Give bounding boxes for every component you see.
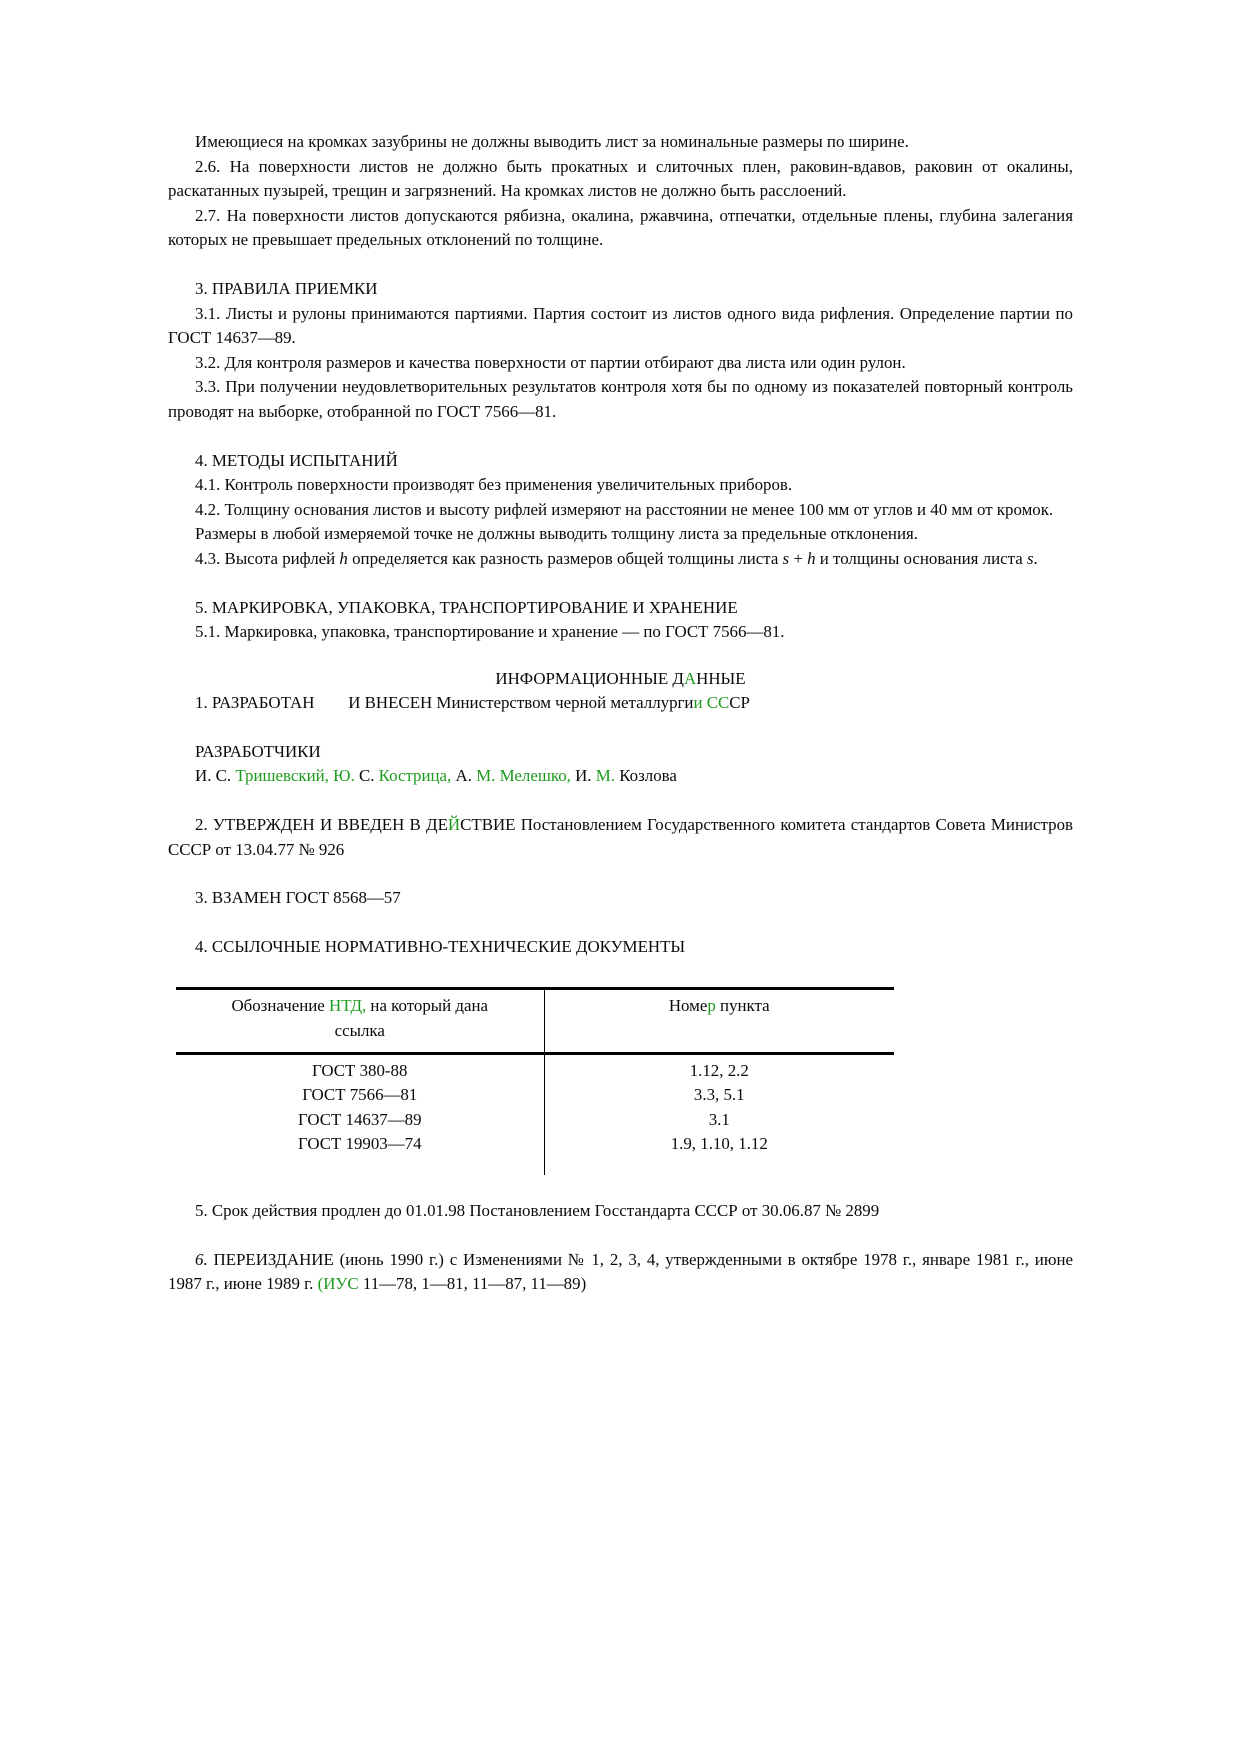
green-text-run: М. [595, 766, 615, 786]
text-run: ННЫЕ [696, 668, 746, 688]
text-run: пункта [715, 996, 770, 1016]
text-run: ИНФОРМАЦИОННЫЕ Д [495, 668, 684, 688]
text-run: 3.3. При получении неудовлетворительных результатов контроля хотя бы по одному из показателей повторный контроль проводят на выборке, отобранной по ГОСТ 7566—81. [168, 377, 1073, 421]
text-run: Номе [668, 996, 708, 1016]
col-header-clause [544, 989, 894, 1053]
table-header-row [176, 989, 894, 1053]
text-run: Козлова [615, 766, 677, 786]
heading-section-4 [168, 449, 1073, 474]
text-run: С. [354, 766, 379, 786]
text-run: 3. ВЗАМЕН ГОСТ 8568—57 [195, 888, 401, 908]
reference-table [176, 987, 894, 1175]
italic-text-run: h [807, 548, 816, 568]
text-run: 3.1. Листы и рулоны принимаются партиями. Партия состоит из листов одного вида рифления. Определение партии по ГОСТ 14637—89. [168, 303, 1073, 348]
green-text-run: (ИУС [317, 1274, 359, 1294]
text-run: СТВИЕ Постановлением Государственного комитета стандартов Совета Министров СССР от 13.04.77 № 926 [168, 815, 1073, 859]
para-4-3 [168, 547, 1073, 572]
col-header-designation [176, 989, 544, 1053]
text-run: Обозначение [231, 996, 329, 1016]
text-run: 2.6. На поверхности листов не должно быть прокатных и слиточных плен, раковин-вдавов, раковин от окалины, раскатанных пузырей, трещин и загрязнений. На кромках листов не должно быть расслоений. [168, 156, 1073, 201]
heading-section-3 [168, 277, 1073, 302]
green-text-run: А [683, 668, 697, 688]
text-run: 1. РАЗРАБОТАН И ВНЕСЕН Министерством черной металлурги [195, 693, 694, 713]
green-text-run: и СС [693, 693, 730, 713]
para-developed-by [168, 691, 1073, 716]
text-run: на который дана ссылка [334, 996, 489, 1041]
para-approved [168, 813, 1073, 862]
italic-text-run: s [1026, 548, 1034, 568]
text-run: 4. ССЫЛОЧНЫЕ НОРМАТИВНО-ТЕХНИЧЕСКИЕ ДОКУМЕНТЫ [195, 936, 686, 956]
text-run: 5.1. Маркировка, упаковка, транспортирование и хранение — по ГОСТ 7566—81. [195, 622, 785, 642]
para-3-2 [168, 351, 1073, 376]
cell-clause-numbers: 1.12, 2.2 [689, 1060, 749, 1080]
para-reference-docs-heading [168, 935, 1073, 960]
table-row [176, 1108, 894, 1133]
cell-gost-reference: ГОСТ 14637—89 [176, 1108, 544, 1133]
text-run: 4.3. Высота рифлей [195, 548, 340, 568]
green-text-run: НТД, [329, 996, 367, 1016]
cell-clause-numbers: 1.9, 1.10, 1.12 [670, 1134, 768, 1154]
text-run: Имеющиеся на кромках зазубрины не должны выводить лист за номинальные размеры по ширине. [195, 132, 909, 151]
para-2-6 [168, 155, 1073, 204]
text-run: 3. ПРАВИЛА ПРИЕМКИ [195, 278, 378, 298]
table-row [176, 1132, 894, 1175]
text-run: 4.2. Толщину основания листов и высоту рифлей измеряют на расстоянии не менее 100 мм от углов и 40 мм от кромок. [195, 499, 1054, 519]
text-run: 4.1. Контроль поверхности производят без применения увеличительных приборов. [195, 475, 793, 495]
text-run: И. [570, 766, 596, 786]
text-run: И. С. [195, 766, 236, 786]
heading-section-5 [168, 596, 1073, 621]
para-4-2-cont [168, 522, 1073, 547]
document-content [168, 130, 1073, 1297]
italic-text-run: h [339, 548, 348, 568]
text-run: ПЕРЕИЗДАНИЕ (июнь 1990 г.) с Изменениями № 1, 2, 3, 4, утвержденными в октябре 1978 г., январе 1981 г., июне 1987 г., июне 1989 г. [168, 1249, 1073, 1294]
para-4-1 [168, 473, 1073, 498]
cell-gost-reference: ГОСТ 380-88 [176, 1053, 544, 1083]
table-row [176, 1053, 894, 1083]
text-run: определяется как разность размеров общей толщины листа [347, 548, 783, 568]
para-validity [168, 1199, 1073, 1224]
text-run: 11—78, 1—81, 11—87, 11—89) [358, 1274, 587, 1294]
text-run: и толщины основания листа [815, 548, 1027, 568]
text-run: + [789, 548, 808, 568]
cell-gost-reference: ГОСТ 19903—74 [176, 1132, 544, 1175]
table-row [176, 1083, 894, 1108]
text-run: 2.7. На поверхности листов допускаются рябизна, окалина, ржавчина, отпечатки, отдельные плены, глубина залегания которых не превышает предельных отклонений по толщине. [168, 205, 1073, 250]
text-run: А. [451, 766, 477, 786]
cell-gost-reference: ГОСТ 7566—81 [176, 1083, 544, 1108]
cell-clause-numbers: 3.3, 5.1 [693, 1085, 745, 1105]
para-developers [168, 764, 1073, 789]
italic-text-run: 6. [195, 1249, 208, 1269]
text-run: РАЗРАБОТЧИКИ [195, 741, 321, 761]
para-3-3 [168, 375, 1073, 424]
green-text-run: М. Мелешко, [476, 766, 571, 786]
cell-clause-numbers: 3.1 [708, 1109, 730, 1129]
para-4-2 [168, 498, 1073, 523]
text-run: . [1033, 548, 1038, 568]
text-run: 5. Срок действия продлен до 01.01.98 Постановлением Госстандарта СССР от 30.06.87 № 2899 [195, 1201, 880, 1220]
text-run: 2. УТВЕРЖДЕН И ВВЕДЕН В ДЕ [195, 815, 448, 835]
para-5-1 [168, 620, 1073, 645]
para-replaces [168, 886, 1073, 911]
para-edge-burrs [168, 130, 1073, 155]
text-run: 4. МЕТОДЫ ИСПЫТАНИЙ [195, 450, 398, 470]
para-3-1 [168, 302, 1073, 351]
heading-info-data [168, 667, 1073, 692]
para-2-7 [168, 204, 1073, 253]
text-run: 3.2. Для контроля размеров и качества поверхности от партии отбирают два листа или один рулон. [195, 352, 906, 372]
text-run: СР [729, 693, 750, 713]
para-reissue [168, 1248, 1073, 1297]
green-text-run: Й [447, 815, 461, 835]
green-text-run: Тришевский, Ю. [235, 766, 355, 786]
italic-text-run: s [782, 548, 790, 568]
para-developers-label [168, 740, 1073, 765]
green-text-run: р [707, 996, 716, 1016]
text-run: Размеры в любой измеряемой точке не должны выводить толщину листа за предельные отклонения. [195, 524, 918, 544]
green-text-run: Кострица, [378, 766, 452, 786]
text-run: 5. МАРКИРОВКА, УПАКОВКА, ТРАНСПОРТИРОВАНИЕ И ХРАНЕНИЕ [195, 597, 738, 617]
